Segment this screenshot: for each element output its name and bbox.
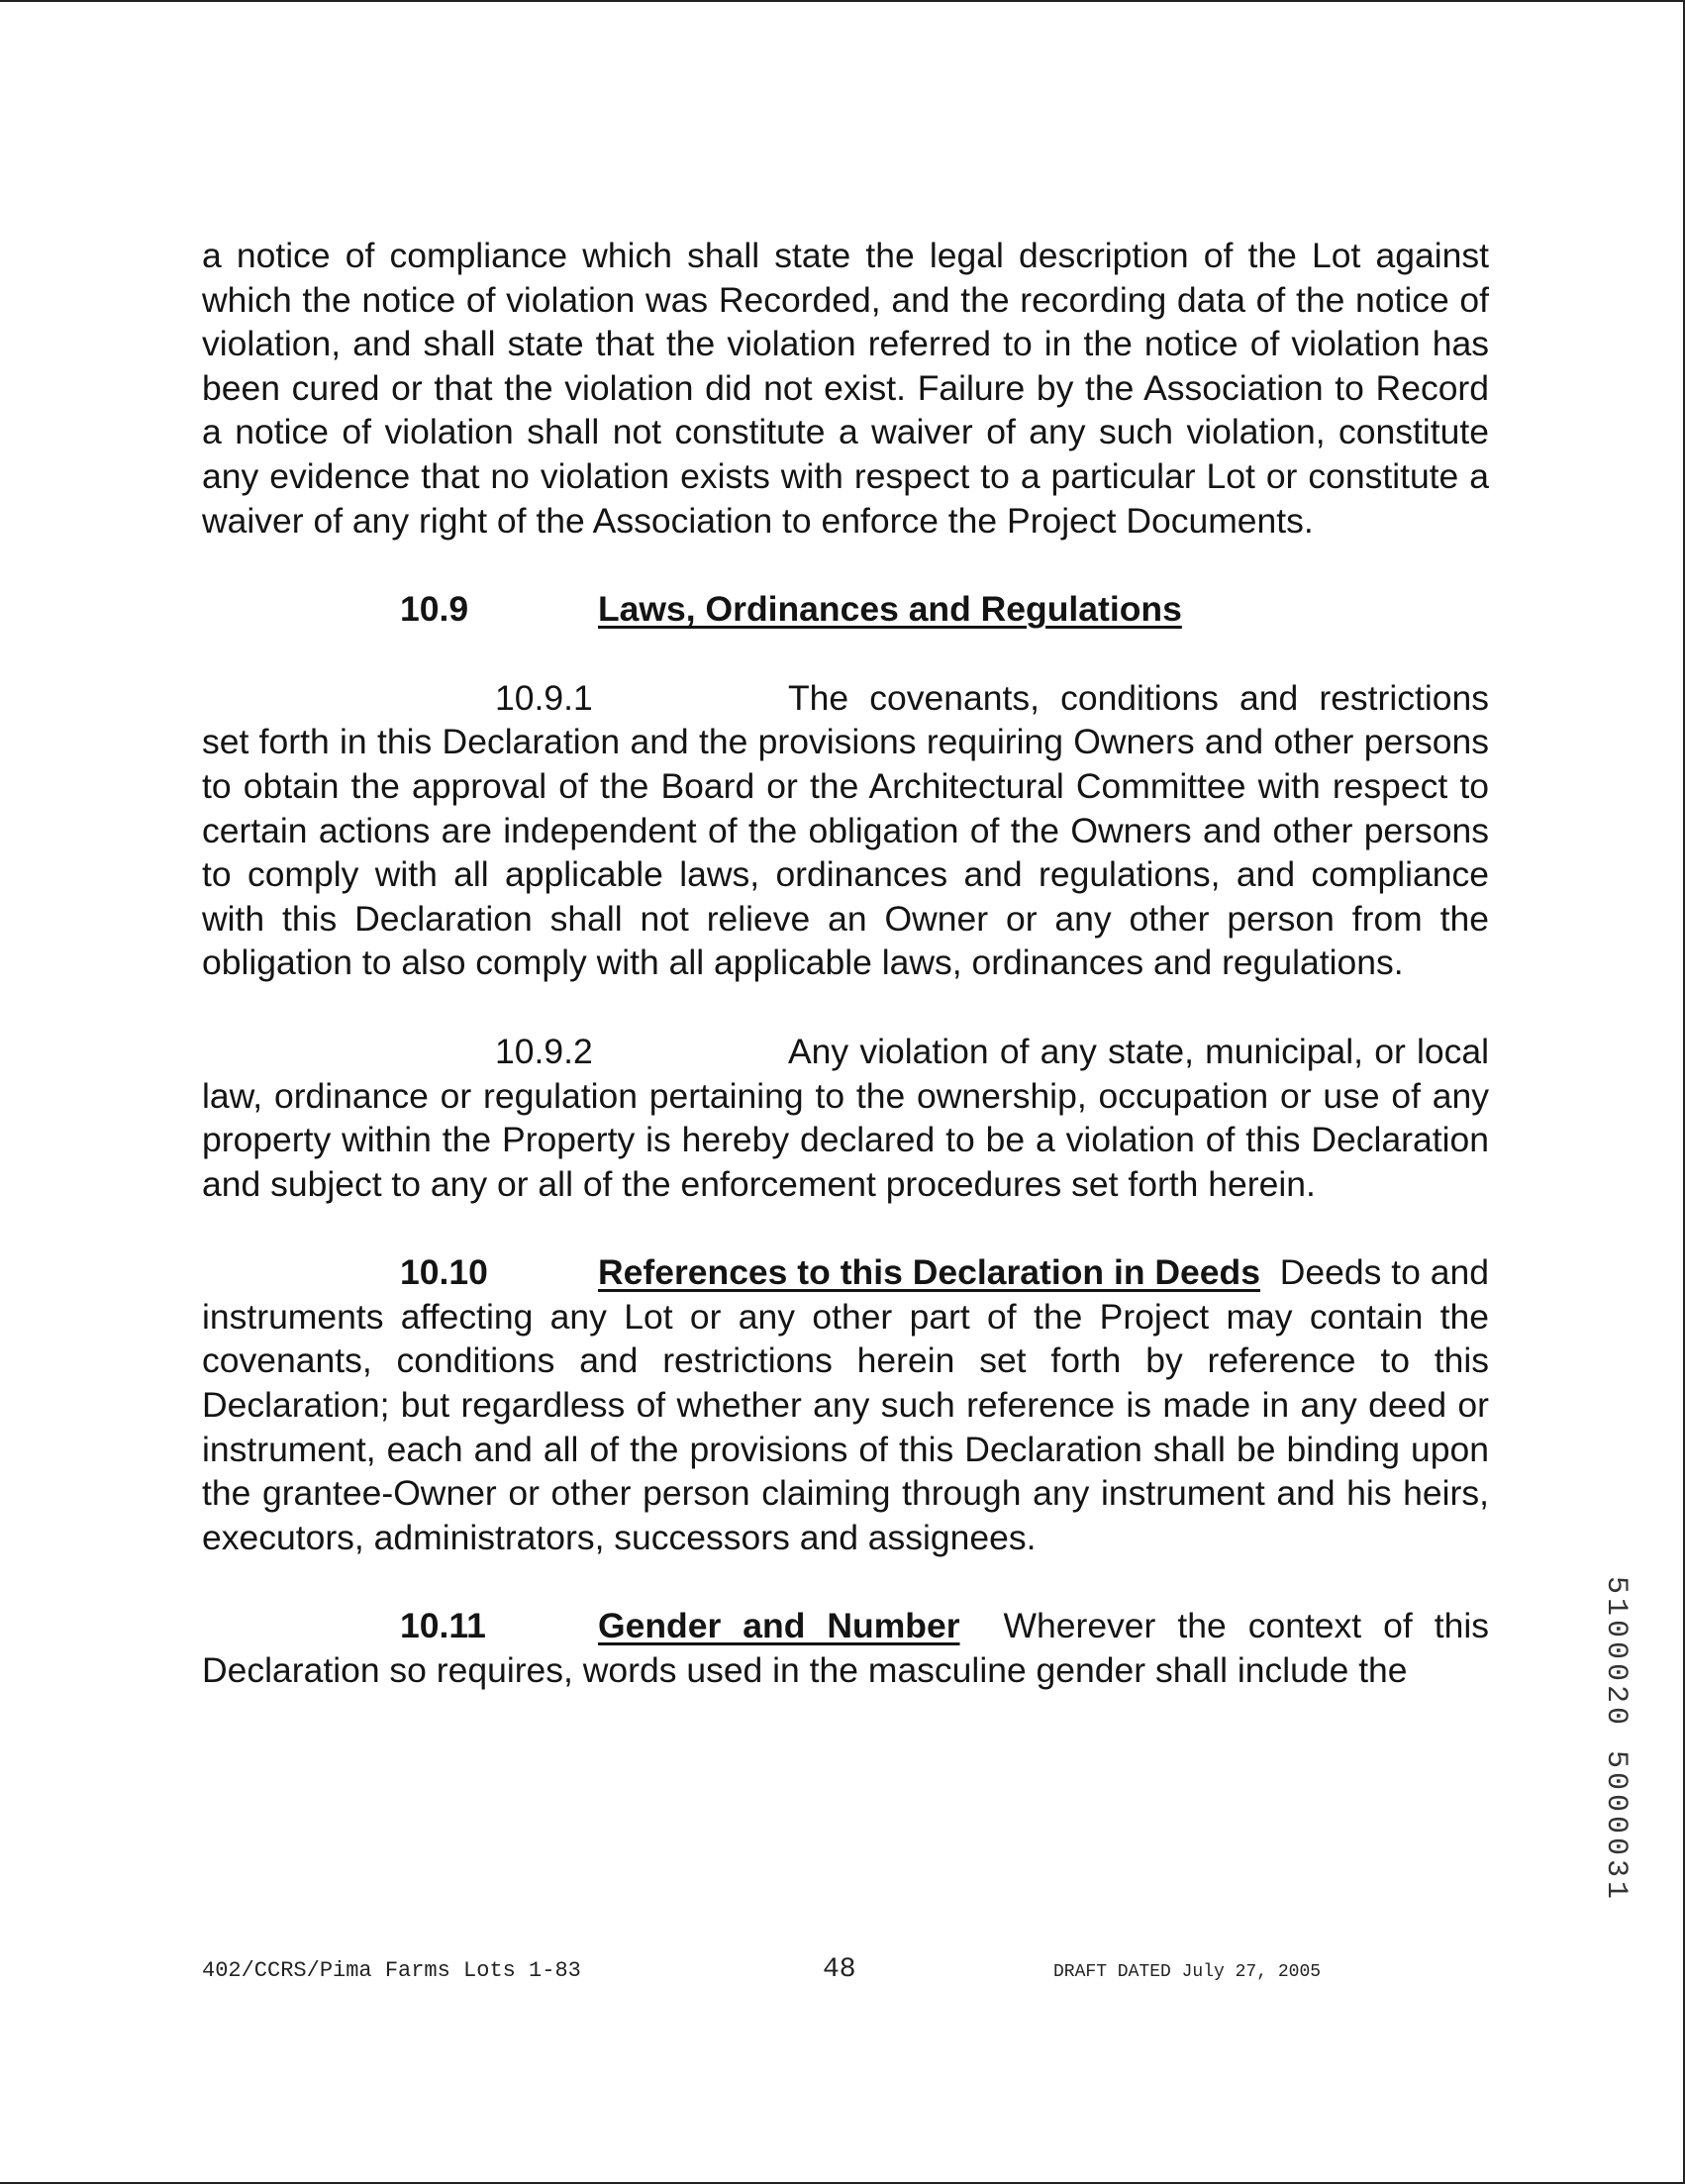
section-title: References to this Declaration in Deeds <box>598 1252 1260 1293</box>
document-body <box>202 234 1489 1693</box>
page-number: 48 <box>823 1954 856 1985</box>
subsection-10-9-1 <box>202 676 1489 985</box>
subsection-text: The covenants, conditions and restrictions set forth in this Declaration and the provisions requiring Owners and other persons to obtain the approval of the Board or the Architectural Committee with respect to certain actions are independent of the obligation of the Owners and other persons to comply with all applicable laws, ordinances and regulations, and compliance with this Declaration shall not relieve an Owner or any other person from the obligation to also comply with all applicable laws, ordinances and regulations. <box>202 677 1489 983</box>
section-number: 10.11 <box>400 1606 486 1646</box>
subsection-10-9-2 <box>202 1030 1489 1206</box>
section-text: Deeds to and instruments affecting any Lot or any other part of the Project may contain the covenants, conditions and restrictions herein set forth by reference to this Declaration; but regardless of whether any such reference is made in any deed or instrument, each and all of the provisions of this Declaration shall be binding upon the grantee-Owner or other person claiming through any instrument and his heirs, executors, administrators, successors and assignees. <box>202 1252 1489 1557</box>
recording-stamp <box>1596 1575 1635 1904</box>
subsection-number: 10.9.2 <box>495 1031 593 1071</box>
subsection-number: 10.9.1 <box>495 677 593 718</box>
section-10-9-heading <box>202 587 1489 632</box>
section-title: Gender and Number <box>598 1606 960 1646</box>
section-number: 10.10 <box>400 1252 488 1293</box>
recording-stamp-number: 5100020 5000031 <box>1599 1575 1633 1904</box>
subsection-text: Any violation of any state, municipal, or local law, ordinance or regulation pertaining to the ownership, occupation or use of any property within the Property is hereby declared to be a violation of this Declaration and subject to any or all of the enforcement procedures set forth herein. <box>202 1031 1489 1204</box>
section-text: Wherever the context of this Declaration so requires, words used in the masculine gender shall include the <box>202 1606 1489 1691</box>
opening-paragraph: a notice of compliance which shall state the legal description of the Lot against which the notice of violation was Recorded, and the recording data of the notice of violation, and shall state that the violation referred to in the notice of violation has been cured or that the violation did not exist. Failure by the Association to Record a notice of violation shall not constitute a waiver of any such violation, constitute any evidence that no violation exists with respect to a particular Lot or constitute a waiver of any right of the Association to enforce the Project Documents. <box>202 236 1489 541</box>
footer-file-reference: 402/CCRS/Pima Farms Lots 1-83 <box>202 1958 581 1983</box>
page-footer <box>202 1954 1390 1998</box>
section-10-10 <box>202 1250 1489 1559</box>
section-10-11 <box>202 1604 1489 1692</box>
draft-date: DRAFT DATED July 27, 2005 <box>1053 1962 1322 1982</box>
section-number: 10.9 <box>400 589 469 630</box>
section-title: Laws, Ordinances and Regulations <box>598 589 1182 630</box>
